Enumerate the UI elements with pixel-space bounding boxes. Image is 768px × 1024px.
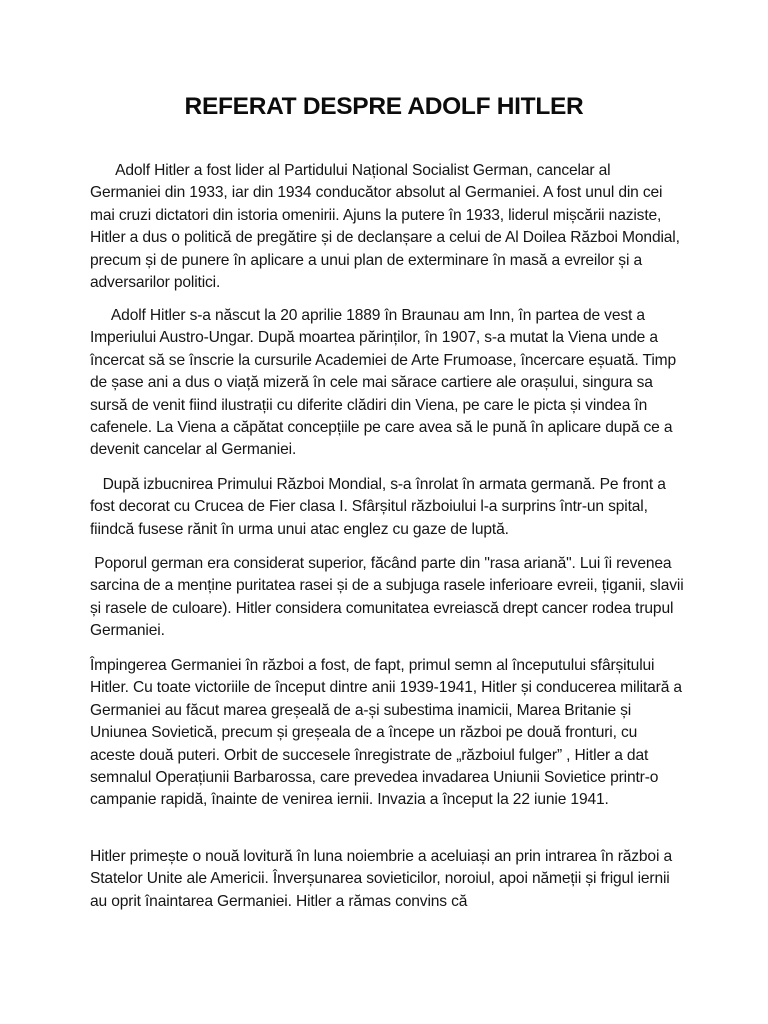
paragraph-decline: Hitler primește o nouă lovitură în luna noiembrie a aceluiași an prin intrarea în război a Statelor Unite ale Americii. Înverșunarea sovieticilor, noroiul, apoi nămeții și frigul iernii au oprit înaintarea Germaniei. Hitler a rămas convins că — [90, 848, 672, 910]
paragraph-world-war-two: Împingerea Germaniei în război a fost, de fapt, primul semn al începutului sfârșitului Hitler. Cu toate victoriile de început dintre anii 1939-1941, Hitler și conducerea militară a Germaniei au făcut marea greșeală de a-și subestima inamicii, Marea Britanie și Uniunea Sovietică, precum și greșeala de a începe un război pe două fronturi, cu aceste două puteri. Orbit de succesele înregistrate de „războiul fulger” , Hitler a dat semnalul Operațiunii Barbarossa, care prevedea invadarea Uniunii Sovietice printr-o campanie rapidă, înainte de venirea iernii. Invazia a început la 22 iunie 1941. — [90, 657, 682, 809]
paragraph-early-life: Adolf Hitler s-a născut la 20 aprilie 1889 în Braunau am Inn, în partea de vest a Imperiului Austro-Ungar. După moartea părinților, în 1907, s-a mutat la Viena unde a încercat să se înscrie la cursurile Academiei de Arte Frumoase, încercare eșuată. Timp de șase ani a dus o viață mizeră în cele mai sărace cartiere ale orașului, singura sa sursă de venit fiind ilustrații cu diferite clădiri din Viena, pe care le picta și vindea în cafenele. La Viena a căpătat concepțiile pe care avea să le pună în aplicare după ce a devenit cancelar al Germaniei. — [90, 307, 681, 459]
document-title: REFERAT DESPRE ADOLF HITLER — [184, 93, 584, 120]
paragraph-world-war-one: După izbucnirea Primului Război Mondial, s-a înrolat în armata germană. Pe front a fost decorat cu Crucea de Fier clasa I. Sfârșitul războiului l-a surprins într-un spital, fiindcă fusese rănit în urma unui atac englez cu gaze de luptă. — [90, 476, 670, 538]
paragraph-intro: Adolf Hitler a fost lider al Partidului Național Socialist German, cancelar al Germaniei din 1933, iar din 1934 conducător absolut al Germaniei. A fost unul din cei mai cruzi dictatori din istoria omenirii. Ajuns la putere în 1933, liderul mișcării naziste, Hitler a dus o politică de pregătire și de declanșare a celui de Al Doilea Război Mondial, precum și de punere în aplicare a unui plan de exterminare în masă a evreilor și a adversarilor politici. — [90, 162, 684, 292]
paragraph-ideology: Poporul german era considerat superior, făcând parte din "rasa ariană". Lui îi revenea sarcina de a menține puritatea rasei și de a subjuga rasele inferioare evreii, țiganii, slavii și rasele de culoare). Hitler considera comunitatea evreiască drept cancer rodea trupul Germaniei. — [90, 555, 688, 640]
